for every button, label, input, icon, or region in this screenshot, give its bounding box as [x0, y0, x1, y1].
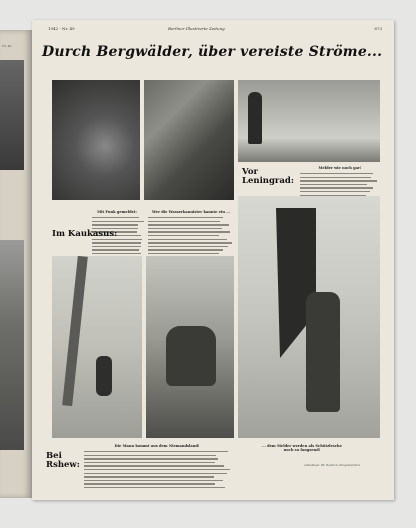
illegible-text-line [84, 476, 214, 477]
illegible-text-line [148, 221, 220, 222]
illegible-text-line [148, 253, 219, 254]
soldier-silhouette [96, 356, 112, 396]
section-label-kaukasus: Im Kaukasus: [52, 229, 118, 239]
illegible-text-line [148, 231, 230, 232]
caption-title-4: Die Mann kommt aus dem Niemandsland! [114, 444, 200, 448]
photo-credits: Aufnahmen: PK. Heinrich, Kriegsberichter [304, 464, 360, 467]
caption-title-3: Melder wie noch gar! [318, 166, 362, 170]
illegible-text-line [148, 224, 229, 225]
illegible-text-line [92, 242, 141, 243]
tree-trunk [62, 256, 88, 406]
illegible-text-line [84, 465, 224, 466]
illegible-text-line [84, 469, 230, 470]
adjacent-photo-top [0, 60, 24, 170]
illegible-text-line [148, 217, 223, 218]
illegible-text-line [84, 462, 215, 463]
page-headline: Durch Bergwälder, über vereiste Ströme... [42, 44, 383, 60]
photo-frozen-river [238, 80, 380, 162]
magazine-page [32, 20, 394, 500]
illegible-text-line [148, 249, 223, 250]
illegible-text-line [148, 235, 219, 236]
illegible-text-line [148, 246, 228, 247]
illegible-text-line [84, 458, 218, 459]
caption-body-4 [84, 450, 234, 490]
illegible-text-line [92, 246, 141, 247]
issue-number: 1942 · Nr. 49 [48, 26, 75, 31]
illegible-text-line [92, 224, 138, 225]
illegible-text-line [300, 191, 370, 192]
soldier-silhouette [248, 92, 262, 144]
section-label-rshew: Bei Rshew: [46, 451, 80, 470]
illegible-text-line [148, 239, 227, 240]
photo-flag-bearer [238, 196, 380, 438]
soldiers-figure [166, 326, 216, 386]
adjacent-photo-bottom [0, 240, 24, 450]
illegible-text-line [300, 173, 373, 174]
illegible-text-line [92, 253, 141, 254]
caption-title-5: ... dem Melder werden als Schützlesche noch so fangsend! [262, 444, 342, 452]
soldier-silhouette [306, 292, 340, 412]
caption-title-2: Wer die Wasserkannister kannte ein ... [152, 210, 230, 214]
illegible-text-line [92, 249, 139, 250]
illegible-text-line [92, 217, 139, 218]
illegible-text-line [84, 487, 225, 488]
illegible-text-line [84, 480, 223, 481]
illegible-text-line [84, 455, 216, 456]
illegible-text-line [300, 184, 367, 185]
page-header [48, 26, 382, 34]
photo-trees-soldier [52, 256, 142, 438]
caption-title-1: Mit Funk gemeldet: [97, 210, 137, 214]
illegible-text-line [84, 483, 215, 484]
magazine-title: Berliner Illustrierte Zeitung [168, 26, 225, 31]
adjacent-page [0, 30, 32, 498]
photo-soldiers-radio [144, 80, 234, 200]
adjacent-page-text: Nr. 49 [2, 44, 12, 48]
illegible-text-line [92, 221, 144, 222]
illegible-text-line [84, 473, 227, 474]
page-number: 673 [374, 26, 382, 31]
illegible-text-line [148, 228, 222, 229]
section-label-leningrad: Vor Leningrad: [242, 167, 294, 186]
photo-soldiers-carrying [146, 256, 234, 438]
illegible-text-line [300, 187, 373, 188]
illegible-text-line [300, 177, 371, 178]
illegible-text-line [148, 242, 232, 243]
illegible-text-line [300, 180, 377, 181]
illegible-text-line [84, 451, 228, 452]
photo-soldier-in-brush [52, 80, 140, 200]
